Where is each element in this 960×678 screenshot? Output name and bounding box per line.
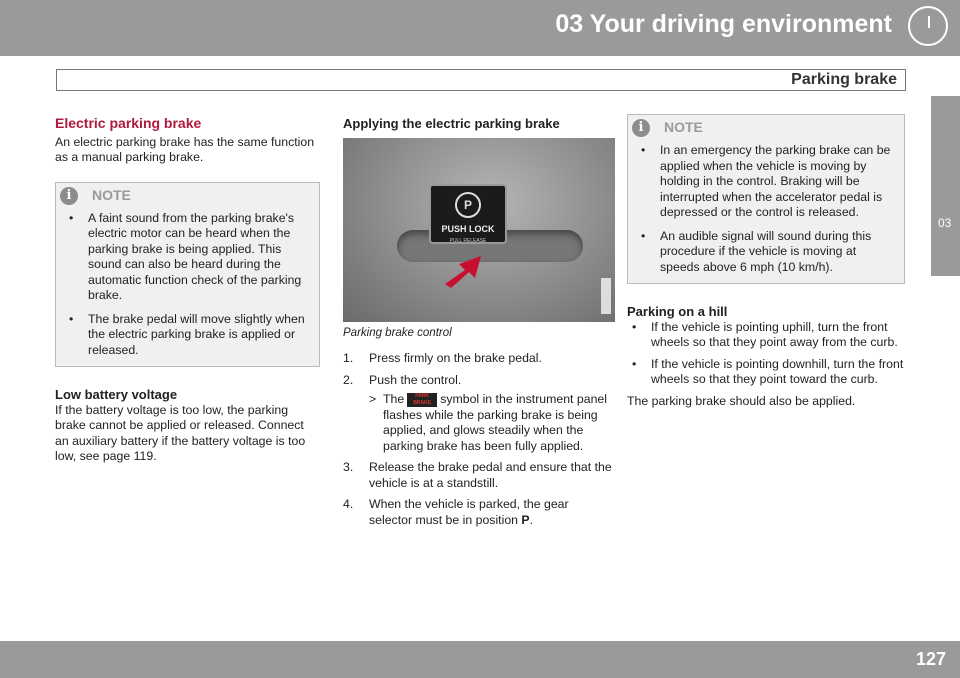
heading-applying: Applying the electric parking brake (343, 116, 560, 131)
photo-caption: Parking brake control (343, 326, 452, 339)
note-label: NOTE (92, 186, 131, 203)
column-right (627, 114, 905, 413)
side-tab-label: 03 (938, 216, 952, 230)
step-item: 1. Press firmly on the brake pedal. (343, 351, 615, 367)
heading-electric-parking-brake: Electric parking brake (55, 115, 202, 131)
note-item: • A faint sound from the parking brake's electric motor can be heard when the parking brake is being applied. This sound can also be heard during the automatic function check of the parking brake. (64, 211, 311, 304)
low-battery-text: If the battery voltage is too low, the parking brake cannot be applied or released. Connect an auxiliary battery if the battery voltage is too low, see page 119. (55, 402, 306, 463)
note-item: • In an emergency the parking brake can be applied when the vehicle is moving by holding in the control. Braking will be interrupted when the accelerator pedal is depressed or the control is released. (636, 143, 896, 221)
parking-symbol: P (455, 192, 481, 218)
speedometer-icon (908, 6, 948, 46)
note-label: NOTE (664, 119, 703, 136)
section-bar (56, 69, 906, 91)
page-footer (0, 641, 960, 678)
heading-low-battery: Low battery voltage (55, 387, 178, 402)
push-lock-label: PUSH LOCK (441, 223, 495, 234)
intro-text: An electric parking brake has the same function as a manual parking brake. (55, 134, 315, 164)
image-code (601, 278, 611, 314)
note-item: • The brake pedal will move slightly when the electric parking brake is applied or released. (64, 312, 311, 359)
chapter-header (0, 0, 960, 56)
park-brake-symbol-icon: PARK BRAKE (407, 393, 437, 407)
section-title: Parking brake (791, 71, 897, 88)
column-middle (343, 116, 615, 534)
note-item: • An audible signal will sound during this procedure if the vehicle is moving at speeds above 6 mph (10 km/h). (636, 229, 896, 276)
pull-release-label: PULL RELEASE (449, 237, 487, 244)
chapter-side-tab (931, 96, 960, 276)
hill-item: • If the vehicle is pointing downhill, turn the front wheels so that they point toward the curb. (627, 357, 905, 388)
page-number: 127 (915, 649, 946, 669)
step-item: 3. Release the brake pedal and ensure that the vehicle is at a standstill. (343, 460, 615, 491)
note-box (55, 182, 320, 368)
info-icon: i (632, 119, 650, 137)
step-item: 4. When the vehicle is parked, the gear selector must be in position P. (343, 497, 615, 528)
hill-item: • If the vehicle is pointing uphill, turn the front wheels so that they point away from the curb. (627, 320, 905, 351)
info-icon: i (60, 187, 78, 205)
chapter-title: 03 Your driving environment (555, 10, 892, 38)
note-box (627, 114, 905, 284)
column-left (55, 116, 320, 469)
substep: > The PARK BRAKE symbol in the instrument panel flashes while the parking brake is being applied, and glows steadily when the parking brake has been fully applied. (369, 392, 615, 454)
parking-brake-control-image (429, 184, 507, 244)
step-item: 2. Push the control. > The PARK BRAKE symbol in the instrument panel flashes while the parking brake is being applied, and glows steadily when the parking brake has been fully applied. (343, 373, 615, 455)
closing-text: The parking brake should also be applied. (627, 393, 856, 408)
parking-brake-photo (343, 138, 615, 322)
push-arrow-icon (443, 248, 493, 288)
heading-parking-on-hill: Parking on a hill (627, 304, 728, 319)
